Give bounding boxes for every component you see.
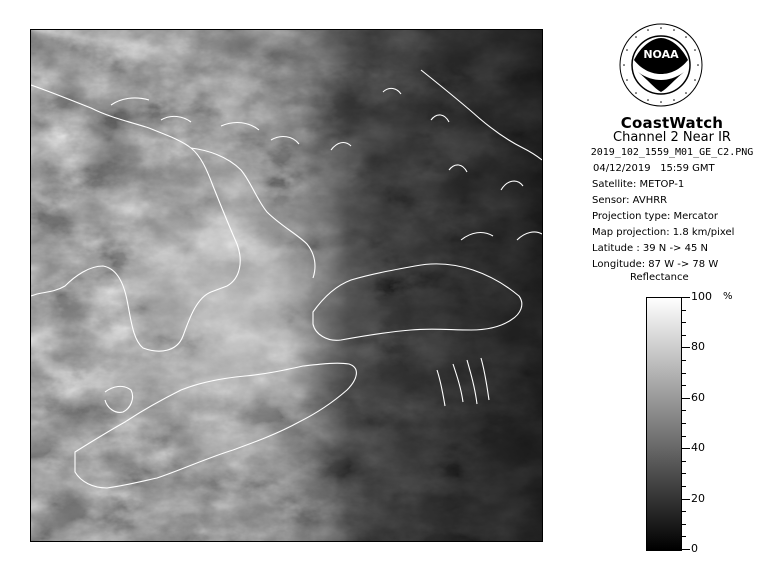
colorbar-tick-label: 80 bbox=[691, 340, 705, 353]
image-time: 15:59 GMT bbox=[660, 163, 715, 174]
channel-label: Channel 2 Near IR bbox=[613, 130, 731, 145]
latitude-line: Latitude : 39 N -> 45 N bbox=[592, 243, 708, 254]
map-projection-line: Map projection: 1.8 km/pixel bbox=[592, 227, 735, 238]
noaa-logo bbox=[618, 22, 704, 108]
colorbar-minor-tick bbox=[682, 322, 686, 323]
colorbar-title: Reflectance bbox=[630, 272, 689, 283]
colorbar-minor-tick bbox=[682, 335, 686, 336]
colorbar-unit: % bbox=[723, 291, 733, 302]
projection-type-line: Projection type: Mercator bbox=[592, 211, 718, 222]
colorbar-tick-label: 20 bbox=[691, 492, 705, 505]
colorbar-minor-tick bbox=[682, 436, 686, 437]
satellite-image bbox=[30, 29, 543, 542]
colorbar-minor-tick bbox=[682, 310, 686, 311]
image-filename: 2019_102_1559_M01_GE_C2.PNG bbox=[590, 147, 754, 158]
date-time bbox=[593, 163, 715, 174]
colorbar-tick-label: 100 bbox=[691, 290, 712, 303]
colorbar-minor-tick bbox=[682, 536, 686, 537]
colorbar-minor-tick bbox=[682, 423, 686, 424]
colorbar-tick-label: 0 bbox=[691, 542, 698, 555]
colorbar-minor-tick bbox=[682, 511, 686, 512]
colorbar-major-tick bbox=[682, 347, 690, 348]
image-date: 04/12/2019 bbox=[593, 163, 651, 174]
longitude-line: Longitude: 87 W -> 78 W bbox=[592, 259, 719, 270]
colorbar-major-tick bbox=[682, 499, 690, 500]
colorbar-minor-tick bbox=[682, 410, 686, 411]
sensor-line: Sensor: AVHRR bbox=[592, 195, 668, 206]
colorbar-tick-label: 60 bbox=[691, 391, 705, 404]
brand-title: CoastWatch bbox=[620, 114, 724, 132]
noaa-logo-icon bbox=[618, 22, 704, 108]
colorbar-major-tick bbox=[682, 398, 690, 399]
colorbar-minor-tick bbox=[682, 473, 686, 474]
colorbar-minor-tick bbox=[682, 360, 686, 361]
colorbar-minor-tick bbox=[682, 486, 686, 487]
colorbar-minor-tick bbox=[682, 461, 686, 462]
noaa-logo-text: NOAA bbox=[643, 48, 679, 61]
colorbar-major-tick bbox=[682, 297, 690, 298]
satellite-line: Satellite: METOP-1 bbox=[592, 179, 685, 190]
colorbar-major-tick bbox=[682, 549, 690, 550]
reflectance-colorbar bbox=[646, 297, 682, 551]
reflectance-map bbox=[31, 30, 542, 541]
colorbar-minor-tick bbox=[682, 385, 686, 386]
colorbar-minor-tick bbox=[682, 373, 686, 374]
colorbar-tick-label: 40 bbox=[691, 441, 705, 454]
colorbar-major-tick bbox=[682, 448, 690, 449]
colorbar-minor-tick bbox=[682, 524, 686, 525]
